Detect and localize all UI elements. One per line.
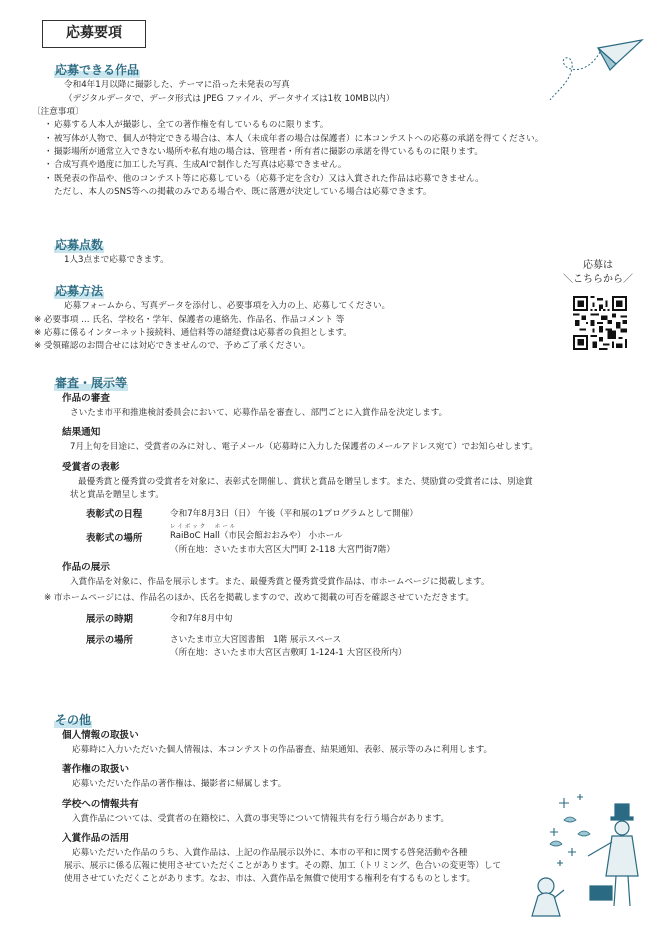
row-key: 展示の場所: [86, 634, 133, 646]
address: （所在地：さいたま市大宮区大門町 2-118 大宮門街7階）: [170, 544, 395, 555]
body-text: 応募いただいた作品のうち、入賞作品は、上記の作品展示以外に、本市の平和に関する啓発活動や各種: [72, 847, 468, 858]
page-title: 応募要項: [42, 20, 146, 48]
subheading: 学校への情報共有: [62, 798, 139, 810]
notes-list: [34, 119, 604, 186]
section-heading: 応募点数: [55, 238, 104, 252]
subheading: 作品の審査: [62, 393, 110, 405]
row-key: 展示の時期: [86, 614, 133, 626]
body-text: 令和4年1月以降に撮影した、テーマに沿った未発表の写真: [64, 80, 290, 91]
row-value: RaiBoC Hall（市民会館おおみや） 小ホール: [170, 531, 343, 542]
section-heading: 審査・展示等: [55, 376, 128, 390]
body-text: 状と賞品を贈呈します。: [70, 489, 164, 500]
body-text: 1人3点まで応募できます。: [64, 255, 169, 266]
section-heading: 応募方法: [55, 284, 104, 298]
note-item: ※ 受領確認のお問合せには対応できませんので、予めご了承ください。: [34, 341, 311, 352]
section-review-exhibit: [44, 375, 634, 661]
list-item: ・ 応募する人本人が撮影し、全ての著作権を有しているものに限ります。: [44, 119, 604, 132]
row-value: さいたま市立大宮図書館 1階 展示スペース: [170, 634, 342, 645]
list-item: ・ 撮影場所が通常立入できない場所や私有地の場合は、管理者・所有者に撮影の承諾を得ているものに限ります。: [44, 146, 604, 159]
qr-label-line: 応募は: [583, 260, 613, 271]
body-text: 展示、展示に係る広報に使用させていただくことがあります。その際、加工（トリミング、色合いの変更等）して: [64, 861, 502, 871]
body-text: 最優秀賞と優秀賞の受賞者を対象に、表彰式を開催し、賞状と賞品を贈呈します。また、奨励賞の受賞者には、別途賞: [78, 476, 533, 487]
subheading: 受賞者の表彰: [62, 461, 120, 473]
section-other: [54, 712, 524, 887]
address: （所在地：さいたま市大宮区吉敷町 1-124-1 大宮区役所内）: [170, 648, 407, 659]
magician-illustration-icon: [520, 790, 650, 920]
row-value: 令和7年8月中旬: [170, 614, 233, 625]
body-text: （デジタルデータで、データ形式は JPEG ファイル、データサイズは1枚 10MB以内）: [64, 93, 395, 104]
subheading: 作品の展示: [62, 561, 110, 573]
section-heading: 応募できる作品: [55, 63, 140, 77]
body-text: 入賞作品については、受賞者の在籍校に、入賞の事実等について情報共有を行う場合があります。: [72, 813, 450, 824]
body-text: 応募いただいた作品の著作権は、撮影者に帰属します。: [72, 779, 287, 790]
qr-label: [548, 259, 648, 286]
body-text: 入賞作品を対象に、作品を展示します。また、最優秀賞と優秀賞受賞作品は、市ホームページに掲載します。: [70, 576, 490, 587]
subheading: 入賞作品の活用: [62, 832, 130, 844]
subheading: 著作権の取扱い: [62, 764, 130, 776]
row-key: 表彰式の場所: [86, 532, 143, 544]
note-item: ※ 応募に係るインターネット接続料、通信料等の諸経費は応募者の負担とします。: [34, 327, 352, 338]
exhibit-time-row: [54, 613, 634, 628]
subheading: 結果通知: [62, 427, 101, 439]
qr-label-line: ＼こちらから／: [563, 273, 633, 285]
row-value: 令和7年8月3日（日） 午後（平和展の1プログラムとして開催）: [170, 509, 418, 520]
ceremony-place-row: [54, 525, 634, 557]
qr-code-icon[interactable]: [573, 296, 627, 350]
note-item: ※ 市ホームページには、作品名のほか、氏名を掲載しますので、改めて掲載の可否を確認させていただきます。: [44, 593, 474, 604]
section-heading: その他: [55, 713, 92, 727]
list-item: ・ 既発表の作品や、他のコンテスト等に応募している（応募予定を含む）又は入賞された作品は応募できません。: [44, 173, 604, 186]
ceremony-date-row: [54, 508, 634, 523]
exhibit-place-row: [54, 634, 634, 661]
list-item: ・ 被写体が人物で、個人が特定できる場合は、本人（未成年者の場合は保護者）に本コンテストへの応募の承諾を得てください。: [44, 133, 604, 146]
note-item: ※ 必要事項 … 氏名、学校名・学年、保護者の連絡先、作品名、作品コメント 等: [34, 314, 345, 325]
subheading: 個人情報の取扱い: [62, 730, 139, 742]
body-text: 応募フォームから、写真データを添付し、必要事項を入力の上、応募してください。: [64, 301, 391, 312]
section-entry-count: [54, 237, 534, 268]
notes-heading: 〔注意事項〕: [32, 106, 84, 117]
notes-continuation: ただし、本人のSNS等への掲載のみである場合や、既に落選が決定している場合は応募できます。: [54, 186, 432, 197]
section-entry-works: [32, 62, 624, 199]
row-key: 表彰式の日程: [86, 509, 143, 521]
ruby-text: レイボック ホール: [170, 523, 238, 530]
body-text: さいたま市平和推進検討委員会において、応募作品を審査し、部門ごとに入賞作品を決定します。: [70, 408, 448, 419]
body-text: 使用させていただくことがあります。なお、市は、入賞作品を無償で使用する権利を有するものとします。: [64, 874, 476, 885]
body-text: 応募時に入力いただいた個人情報は、本コンテストの作品審査、結果通知、表彰、展示等のみに利用します。: [72, 745, 493, 756]
body-text: 7月上旬を目途に、受賞者のみに対し、電子メール（応募時に入力した保護者のメールアドレス宛て）でお知らせします。: [70, 442, 538, 453]
list-item: ・ 合成写真や過度に加工した写真、生成AIで制作した写真は応募できません。: [44, 159, 604, 172]
section-entry-method: [34, 283, 534, 354]
